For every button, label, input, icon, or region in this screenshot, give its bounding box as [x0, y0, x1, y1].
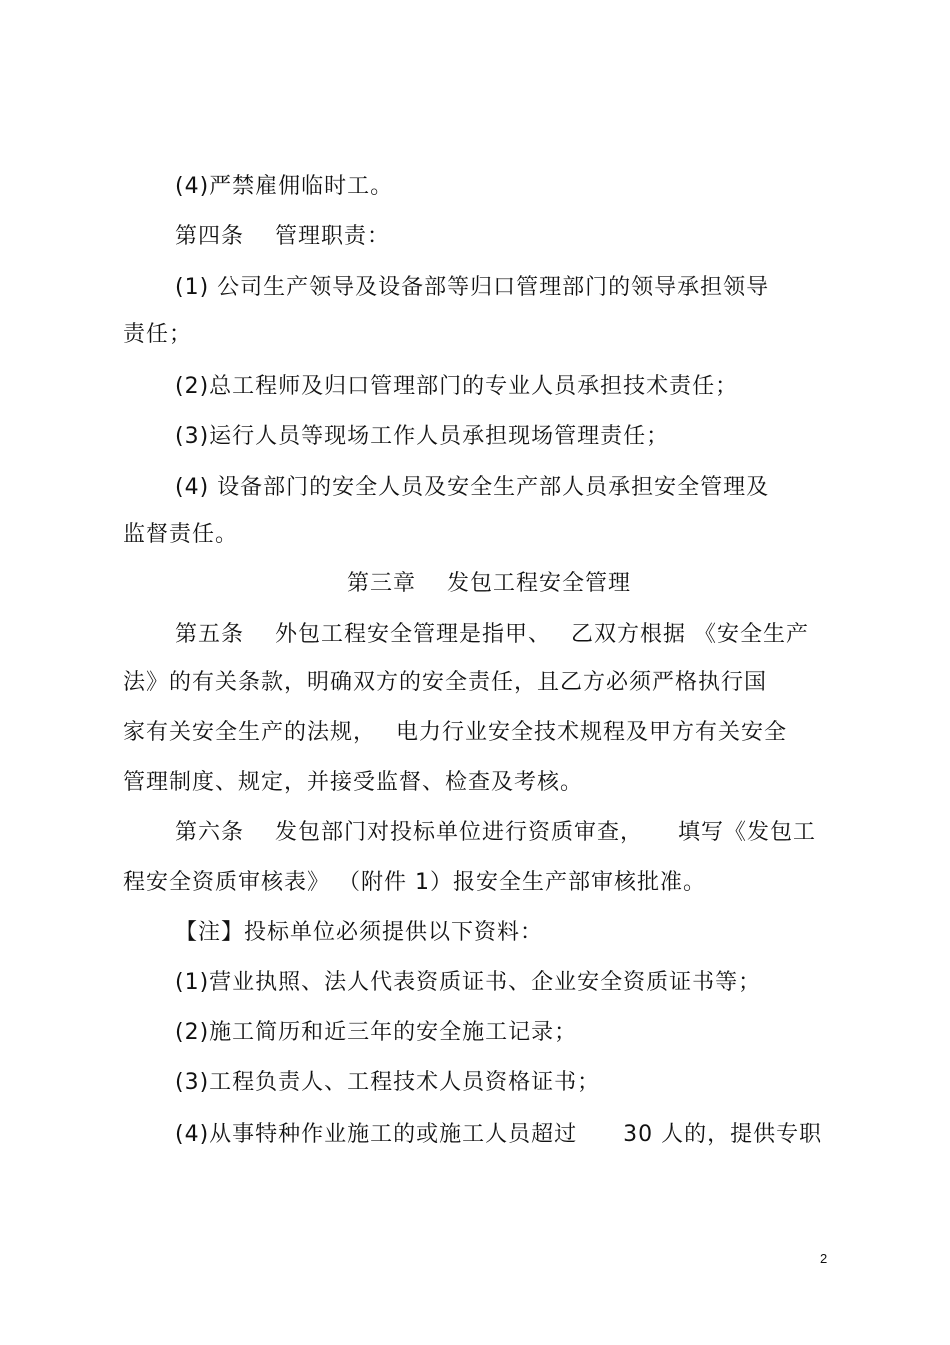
article-heading: 第五条 外包工程安全管理是指甲、 乙双方根据 《安全生产 — [175, 622, 809, 647]
paragraph-line: (4) 设备部门的安全人员及安全生产部人员承担安全管理及 — [175, 475, 770, 500]
article-heading: 第四条 管理职责： — [175, 224, 390, 249]
paragraph-line: 法》的有关条款，明确双方的安全责任，且乙方必须严格执行国 — [123, 670, 768, 695]
page-number: 2 — [820, 1251, 828, 1266]
article-heading: 第六条 发包部门对投标单位进行资质审查， 填写《发包工 — [175, 820, 816, 845]
paragraph-line: 责任； — [123, 322, 193, 347]
paragraph-line: 管理制度、规定，并接受监督、检查及考核。 — [123, 770, 584, 795]
paragraph-line: (4)严禁雇佣临时工。 — [175, 174, 394, 199]
paragraph-line: (1) 公司生产领导及设备部等归口管理部门的领导承担领导 — [175, 275, 770, 300]
paragraph-line: (2)总工程师及归口管理部门的专业人员承担技术责任； — [175, 374, 739, 399]
paragraph-line: 家有关安全生产的法规， 电力行业安全技术规程及甲方有关安全 — [123, 720, 787, 745]
paragraph-line: (1)营业执照、法人代表资质证书、企业安全资质证书等； — [175, 970, 762, 995]
paragraph-line: (2)施工简历和近三年的安全施工记录； — [175, 1020, 578, 1045]
paragraph-line: (3)运行人员等现场工作人员承担现场管理责任； — [175, 424, 670, 449]
paragraph-line: (4)从事特种作业施工的或施工人员超过 30 人的，提供专职 — [175, 1122, 823, 1147]
paragraph-line: 程安全资质审核表》 （附件 1）报安全生产部审核批准。 — [123, 870, 706, 895]
note-heading: 【注】投标单位必须提供以下资料： — [175, 920, 544, 945]
paragraph-line: 监督责任。 — [123, 522, 239, 547]
chapter-heading: 第三章 发包工程安全管理 — [347, 571, 631, 596]
paragraph-line: (3)工程负责人、工程技术人员资格证书； — [175, 1070, 601, 1095]
